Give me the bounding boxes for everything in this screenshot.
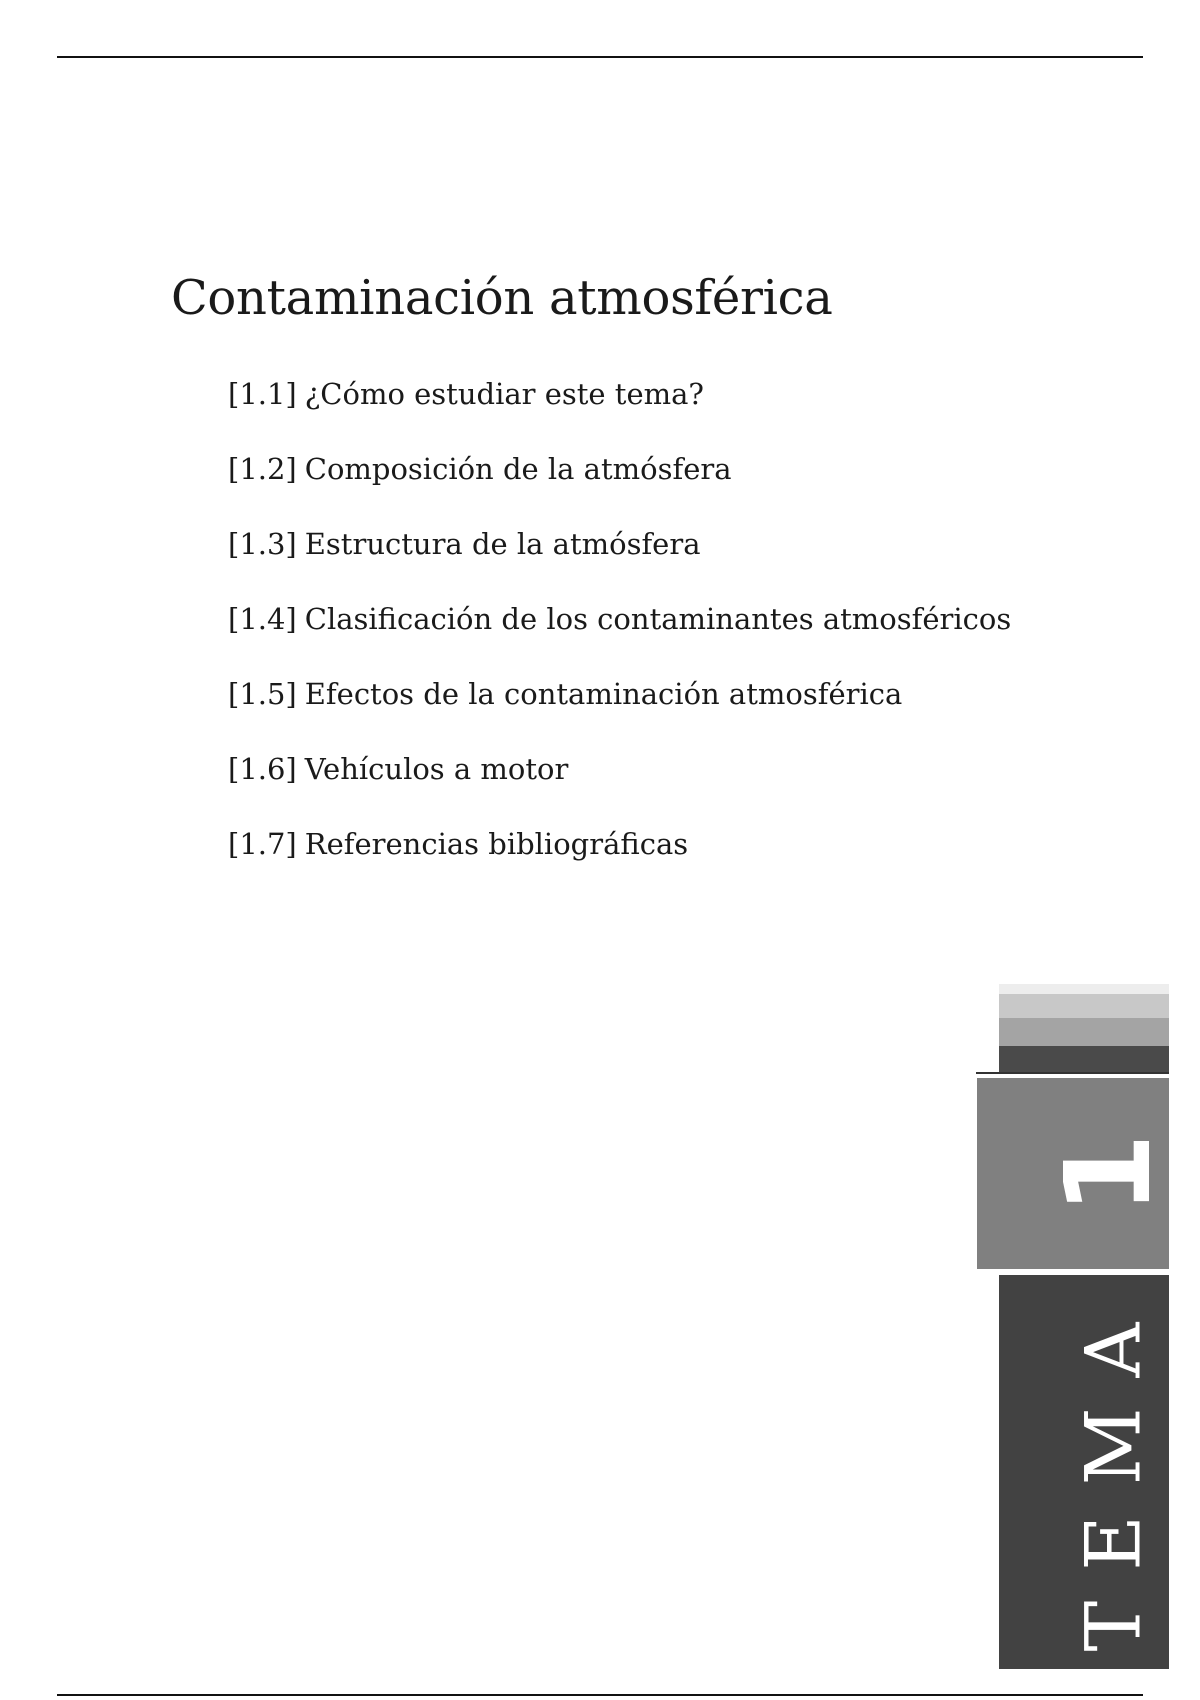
toc-item-number: [1.7]	[228, 827, 297, 861]
toc-item-number: [1.4]	[228, 602, 297, 636]
toc-item-number: [1.5]	[228, 677, 297, 711]
toc-item-label: Referencias bibliográficas	[304, 827, 689, 861]
tab-divider-line	[976, 1072, 1169, 1074]
bottom-rule	[57, 1694, 1143, 1696]
top-rule	[57, 56, 1143, 58]
toc-item-number: [1.1]	[228, 377, 297, 411]
chapter-tab-stripes	[999, 984, 1169, 1072]
chapter-number-box	[977, 1078, 1177, 1269]
stripe-medium	[999, 1018, 1169, 1046]
toc-item-label: Clasificación de los contaminantes atmosféricos	[304, 602, 1012, 636]
toc-item-number: [1.2]	[228, 452, 297, 486]
toc-item-label: Estructura de la atmósfera	[304, 527, 701, 561]
toc-item-number: [1.6]	[228, 752, 297, 786]
stripe-light	[999, 994, 1169, 1018]
chapter-label-box	[999, 1275, 1169, 1669]
table-of-contents	[228, 370, 1011, 895]
toc-item[interactable]	[228, 595, 1011, 670]
toc-item-label: Efectos de la contaminación atmosférica	[304, 677, 903, 711]
toc-item[interactable]	[228, 670, 1011, 745]
chapter-label: TEMA	[1068, 1292, 1157, 1652]
toc-item[interactable]	[228, 820, 1011, 895]
toc-item-number: [1.3]	[228, 527, 297, 561]
page-title: Contaminación atmosférica	[171, 270, 833, 326]
stripe-dark	[999, 1046, 1169, 1072]
toc-item-label: ¿Cómo estudiar este tema?	[304, 377, 704, 411]
chapter-number: 1	[1038, 1132, 1177, 1215]
toc-item-label: Composición de la atmósfera	[304, 452, 732, 486]
toc-item[interactable]	[228, 745, 1011, 820]
toc-item[interactable]	[228, 520, 1011, 595]
stripe-lightest	[999, 984, 1169, 994]
toc-item[interactable]	[228, 370, 1011, 445]
toc-item[interactable]	[228, 445, 1011, 520]
toc-item-label: Vehículos a motor	[304, 752, 569, 786]
